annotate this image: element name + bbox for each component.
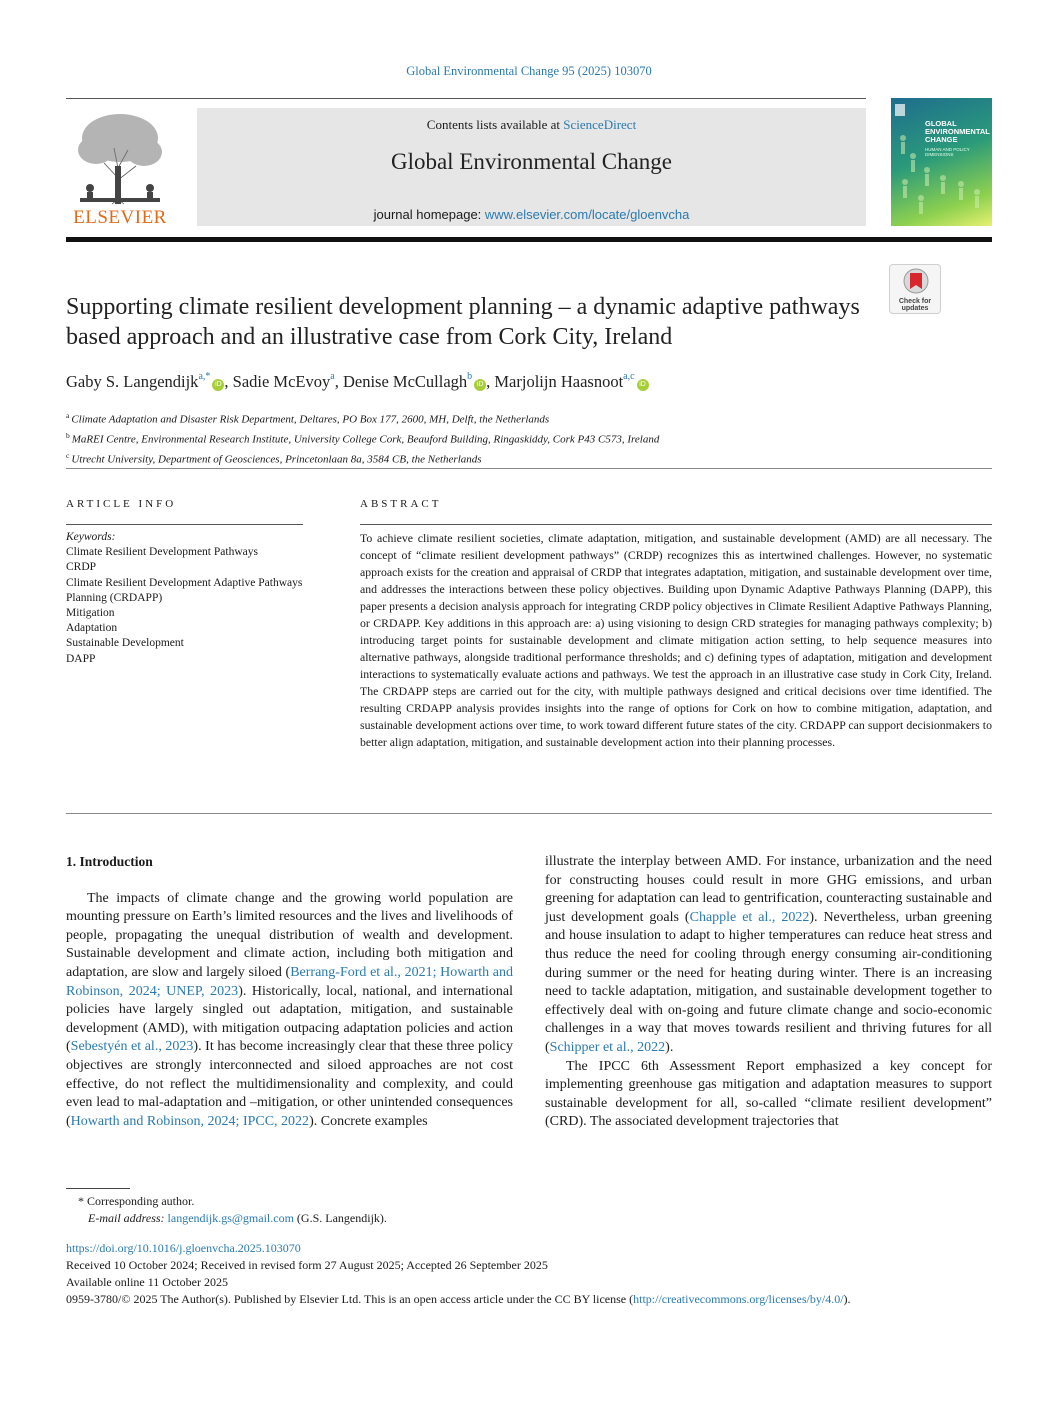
abstract-label: ABSTRACT <box>360 498 442 510</box>
citation-link[interactable]: Chapple et al., 2022 <box>689 909 810 925</box>
received-dates: Received 10 October 2024; Received in revised form 27 August 2025; Accepted 26 September 2025 <box>66 1258 548 1272</box>
abstract-text: To achieve climate resilient societies, climate adaptation, mitigation, and sustainable development (AMD) are all necessary. The concept of “climate resilient development pathways” (CRDP) recognizes this as intertwined challenges. However, no systematic approach exists for the creation and appraisal of CRDP that integrates adaptation, mitigation, and sustainable development over time, and addresses the interactions between these policy objectives. Building upon Dynamic Adaptive Pathways Planning (DAPP), this paper presents a decision analysis approach for integrating CRDP policy objectives in Climate Resilient Adaptive Pathways Planning, or CRDAPP. Key additions in this approach are: a) using visioning to design CRD strategies for managing pathways complexity; b) introducing target points for sustainable development and climate mitigation action setting, to help sequence measures into alternative pathways, alongside traditional performance thresholds; and c) defining types of adaptation, mitigation and development interactions to systematically evaluate actions and pathways. We test the approach in an illustrative case study in Cork City, Ireland. The CRDAPP steps are carried out for the city, with multiple pathways designed and critical decisions over time identified. The resulting CRDAPP analysis provides insights into the range of options for Cork on how to combine mitigation, adaptation, and sustainable development actions over time, to work toward different future states of the city. CRDAPP can support decisionmakers to better align adaptation, mitigation, and sustainable development action into their planning processes. <box>360 531 992 749</box>
cover-title: GLOBAL ENVIRONMENTAL CHANGE <box>925 119 990 144</box>
keywords-heading: Keywords: <box>66 531 116 543</box>
contents-prefix: Contents lists available at <box>426 117 564 132</box>
author-name[interactable]: Marjolijn Haasnoot <box>494 372 624 391</box>
affiliation-line <box>66 448 966 468</box>
journal-citation[interactable]: Global Environmental Change 95 (2025) 103070 <box>406 64 652 78</box>
header-thick-rule <box>66 237 992 242</box>
email-suffix: (G.S. Langendijk). <box>293 1211 387 1225</box>
affiliation-text: MaREI Centre, Environmental Research Institute, University College Cork, Beauford Building, Ringaskiddy, Cork P43 C573, Ireland <box>71 433 660 446</box>
license-suffix: ). <box>843 1292 851 1306</box>
intro-paragraph-1 <box>66 890 513 1132</box>
body-text: illustrate the interplay between AMD. For instance, urbanization and the need for constructing houses could result in more GHG emissions, and urban greening for adaptation can lead to gentrification, counteracting sustainable and just development goals ( <box>545 854 992 925</box>
check-updates-icon <box>890 265 942 299</box>
publication-info <box>66 1240 992 1308</box>
affiliation-text: Utrecht University, Department of Geosciences, Princetonlaan 8a, 3584 CB, the Netherlands <box>71 453 482 466</box>
homepage-line <box>197 207 866 222</box>
keyword-item: Mitigation <box>66 607 115 620</box>
body-column-left <box>66 853 513 1131</box>
intro-paragraph-2: The IPCC 6th Assessment Report emphasized a key concept for implementing greenhouse gas mitigation and adaptation measures to support sustainable development for all, so-called “climate resilient development” (CRD). The associated development trajectories that <box>545 1058 992 1130</box>
check-updates-label: Check for updates <box>898 298 932 312</box>
email-note <box>66 1210 992 1227</box>
orcid-icon[interactable]: iD <box>212 379 224 391</box>
affiliation-mark: b <box>66 431 70 441</box>
contents-line <box>197 117 866 133</box>
journal-cover-image[interactable] <box>891 98 992 226</box>
license-line <box>66 1291 992 1308</box>
citation-link[interactable]: Schipper et al., 2022 <box>549 1039 666 1055</box>
author-affiliation-mark[interactable]: a,* <box>198 370 211 382</box>
orcid-icon[interactable]: iD <box>637 379 649 391</box>
license-prefix: 0959-3780/© 2025 The Author(s). Published by Elsevier Ltd. This is an open access article under the CC BY license ( <box>66 1292 634 1306</box>
citation-link[interactable]: Sebestyén et al., 2023 <box>70 1039 194 1055</box>
affiliations <box>66 408 966 468</box>
affiliation-mark: a <box>66 411 70 420</box>
keyword-item: Climate Resilient Development Pathways <box>66 546 258 559</box>
author-name[interactable]: Sadie McEvoy <box>232 372 331 391</box>
article-info-label: ARTICLE INFO <box>66 498 177 510</box>
author-name[interactable]: Gaby S. Langendijk <box>66 372 199 391</box>
section-rule <box>66 468 992 469</box>
keywords-list <box>66 545 306 667</box>
journal-name: Global Environmental Change <box>390 149 673 174</box>
homepage-prefix: journal homepage: <box>373 207 485 222</box>
journal-masthead <box>197 108 866 226</box>
citation-link[interactable]: Howarth and Robinson, 2024; IPCC, 2022 <box>70 1113 310 1129</box>
homepage-link[interactable]: www.elsevier.com/locate/gloenvcha <box>484 207 690 222</box>
check-for-updates-button[interactable] <box>889 264 941 314</box>
body-text: ). <box>665 1039 674 1055</box>
body-text: ). Nevertheless, urban greening and house insulation to adapt to higher temperatures can reduce heat stress and thus reduce the need for cooling through energy consuming air-conditioning during summer or the need for heating during winter. There is an increasing need to tackle adaptation, mitigation, and sustainable development together to effectively deal with on-going and future climate change and socio-economic challenges in a way that moves towards resilient and thriving futures for all ( <box>545 909 992 1055</box>
sciencedirect-link[interactable]: ScienceDirect <box>563 117 637 132</box>
affiliation-line <box>66 408 966 428</box>
affiliation-text: Climate Adaptation and Disaster Risk Department, Deltares, PO Box 177, 2600, MH, Delft, the Netherlands <box>71 413 550 426</box>
license-link[interactable]: http://creativecommons.org/licenses/by/4.0/ <box>633 1292 844 1306</box>
keyword-item: DAPP <box>66 652 96 665</box>
body-text: ). Historically, local, national, and international policies have largely singled out adaptation, mitigation, and sustainable development (AMD), with mitigation outpacing adaptation policies and action ( <box>66 983 513 1055</box>
abstract-bottom-rule <box>66 813 992 814</box>
author-name[interactable]: Denise McCullagh <box>342 372 468 391</box>
email-label: E-mail address: <box>88 1211 168 1225</box>
body-column-right <box>545 853 992 1132</box>
footnotes <box>66 1193 992 1227</box>
body-text: The impacts of climate change and the growing world population are mounting pressure on Earth’s limited resources and the lives and livelihoods of people, propagating the unequal distribution of wealth and development. Sustainable development and climate action, including both mitigation and adaptation, are slow and largely siloed ( <box>66 890 513 980</box>
affiliation-line <box>66 428 966 448</box>
article-info-rule <box>66 524 303 525</box>
citation-link[interactable]: Berrang-Ford et al., 2021; Howarth and Robinson, 2024; UNEP, 2023 <box>66 964 513 999</box>
keyword-item: Climate Resilient Development Adaptive Pathways Planning (CRDAPP) <box>66 576 303 604</box>
section-heading: 1. Introduction <box>66 854 153 869</box>
email-link[interactable]: langendijk.gs@gmail.com <box>167 1211 294 1225</box>
keyword-item: CRDP <box>66 561 97 574</box>
body-text: ). It has become increasingly clear that these three policy objectives are strongly interconnected and siloed approaches are not cost effective, do not reflect the multidimensionality and complexity, and could even lead to mal-adaptation and –mitigation, or other unintended consequences ( <box>66 1039 513 1129</box>
keyword-item: Sustainable Development <box>66 637 184 650</box>
author-affiliation-mark[interactable]: a <box>330 370 335 382</box>
keywords-block <box>66 530 306 667</box>
header-rule <box>66 98 866 99</box>
article-title: Supporting climate resilient development planning – a dynamic adaptive pathways based approach and an illustrative case from Cork City, Ireland <box>66 294 860 350</box>
cover-subtitle: HUMAN AND POLICY DIMENSIONS <box>925 147 970 157</box>
available-online: Available online 11 October 2025 <box>66 1275 228 1289</box>
doi-link[interactable]: https://doi.org/10.1016/j.gloenvcha.2025.103070 <box>66 1241 301 1255</box>
keyword-item: Adaptation <box>66 622 118 635</box>
orcid-icon[interactable]: iD <box>474 379 486 391</box>
abstract-rule <box>360 524 992 525</box>
body-text: ). Concrete examples <box>309 1113 428 1129</box>
author-list: Gaby S. Langendijk$^{a,*}$iD , Sadie McEvoy$^a$, Denise McCullagh$^b$iD , Marjolijn Haasnoot$^{a,c}$iD <box>66 372 966 392</box>
elsevier-wordmark: ELSEVIER <box>73 207 167 228</box>
affiliation-mark: c <box>66 451 70 461</box>
intro-paragraph-1-cont <box>545 853 992 1058</box>
author-affiliation-mark[interactable]: a,c <box>623 370 635 382</box>
corresponding-author-note: * Corresponding author. <box>78 1194 195 1208</box>
footnote-rule <box>66 1188 130 1189</box>
author-affiliation-mark[interactable]: b <box>467 370 473 382</box>
cover-figures-icon <box>891 98 992 226</box>
